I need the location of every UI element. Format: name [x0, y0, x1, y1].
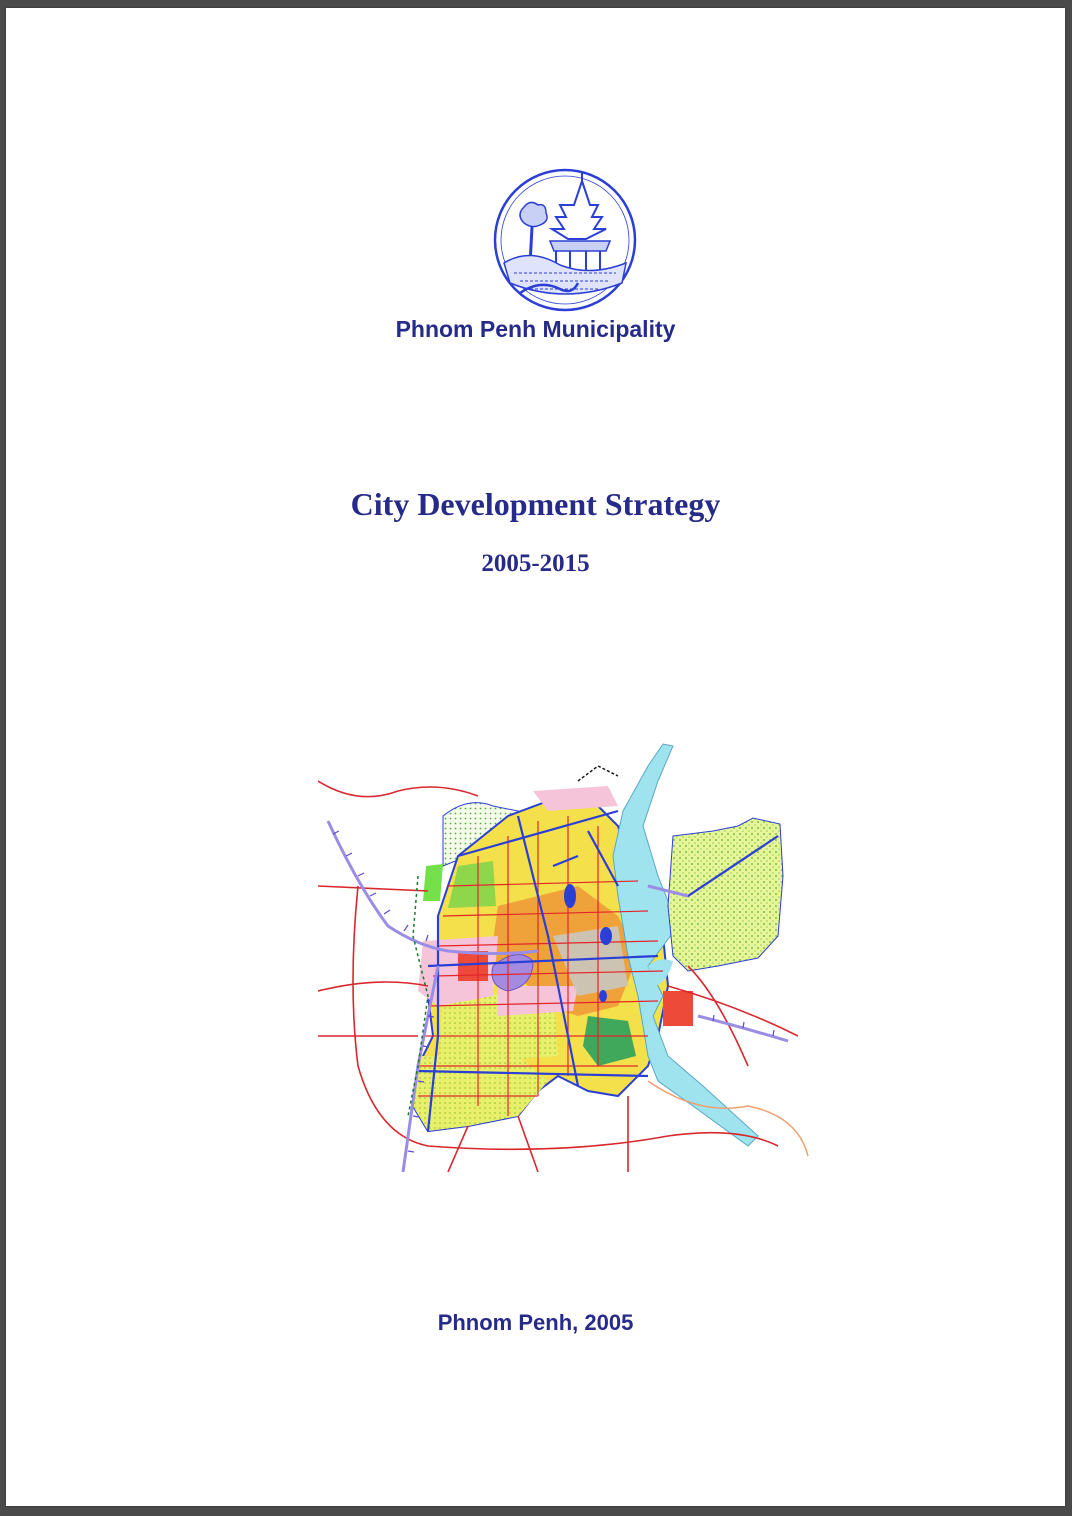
organization-name: Phnom Penh Municipality — [395, 316, 676, 342]
document-page — [6, 8, 1065, 1506]
document-title: City Development Strategy — [350, 486, 721, 522]
place-and-date: Phnom Penh, 2005 — [437, 1310, 634, 1335]
city-land-use-map — [318, 736, 814, 1172]
municipal-seal-icon — [490, 165, 640, 315]
document-period: 2005-2015 — [481, 550, 590, 577]
